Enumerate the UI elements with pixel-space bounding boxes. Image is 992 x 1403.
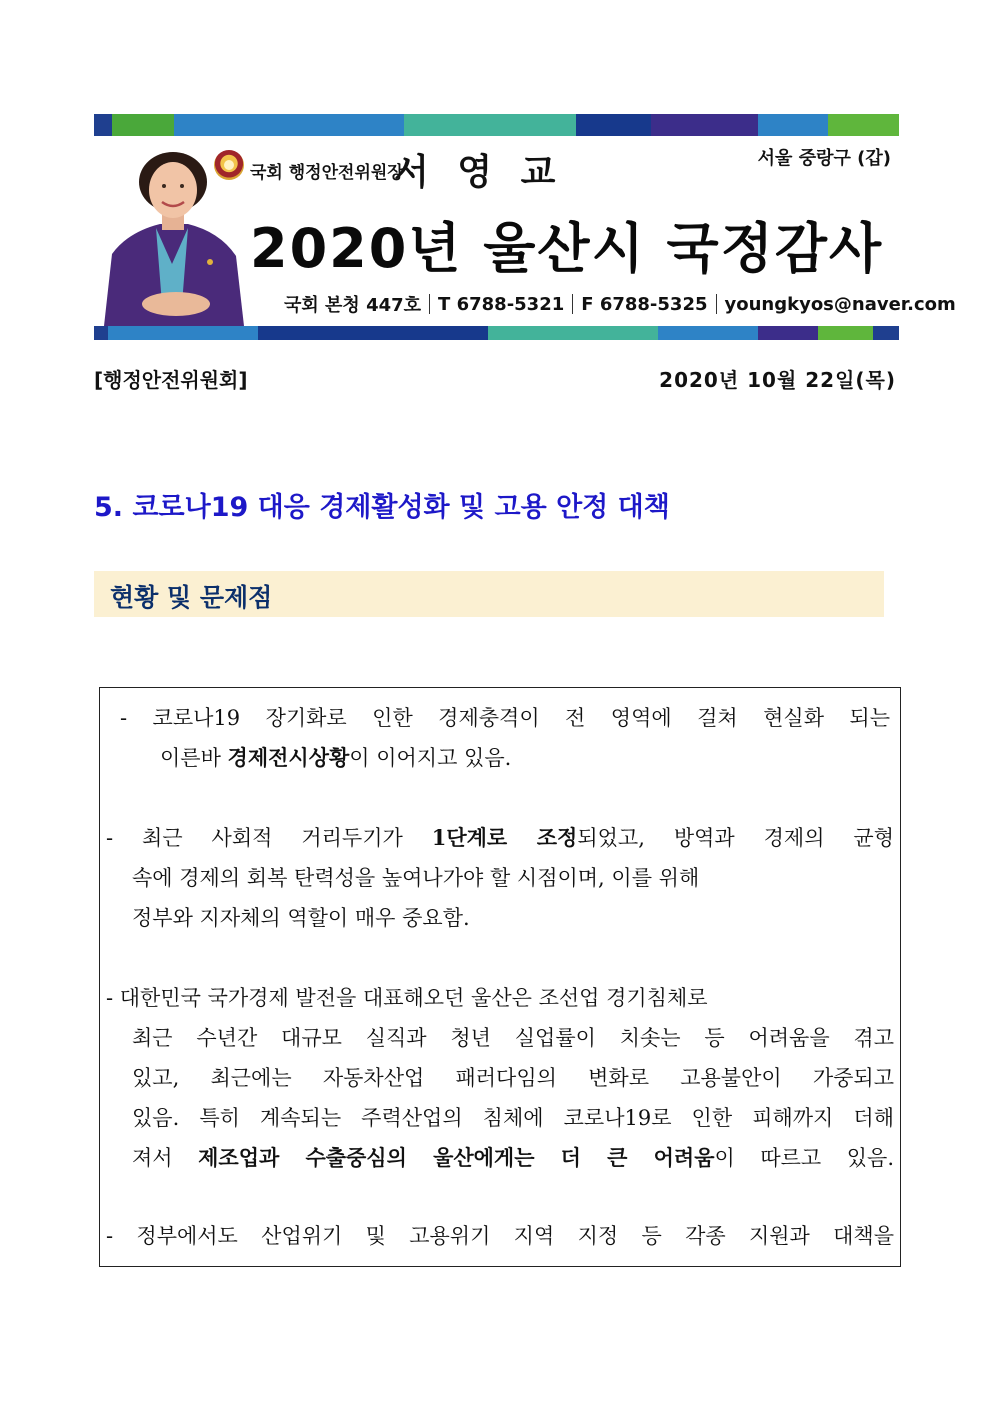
document-date: 2020년 10월 22일(목)	[659, 368, 896, 392]
paragraph-line: 정부와 지자체의 역할이 매우 중요함.	[132, 906, 470, 930]
paragraph-line: 최근 수년간 대규모 실직과 청년 실업률이 치솟는 등 어려움을 겪고	[132, 1026, 894, 1050]
header-banner	[94, 114, 956, 340]
paragraph-line: - 대한민국 국가경제 발전을 대표해오던 울산은 조선업 경기침체로	[106, 986, 708, 1010]
org-title: 국회 행정안전위원장	[250, 163, 404, 183]
contact-info	[284, 291, 956, 317]
office-address: 국회 본청 447호	[284, 295, 422, 316]
paragraph-2	[106, 818, 894, 938]
banner-bottom-stripe	[94, 326, 899, 340]
content-box	[99, 687, 901, 1267]
paragraph-line: 져서 제조업과 수출중심의 울산에게는 더 큰 어려움이 따르고 있음.	[132, 1145, 894, 1170]
paragraph-4	[106, 1216, 894, 1256]
fax: F 6788-5325	[581, 293, 708, 315]
paragraph-line: 이른바 경제전시상황이 이어지고 있음.	[160, 745, 512, 770]
banner-top-stripe	[94, 114, 899, 136]
paragraph-line: - 코로나19 장기화로 인한 경제충격이 전 영역에 걸쳐 현실화 되는	[120, 706, 890, 730]
contact-divider	[572, 294, 573, 314]
emphasis-text: 1단계로 조정	[431, 825, 578, 850]
member-name: 서 영 교	[394, 151, 564, 193]
contact-divider	[716, 294, 717, 314]
national-assembly-seal-icon	[214, 150, 244, 180]
paragraph-line: - 최근 사회적 거리두기가 1단계로 조정되었고, 방역과 경제의 균형	[106, 825, 894, 850]
emphasis-text: 경제전시상황	[227, 745, 350, 770]
paragraph-line: 속에 경제의 회복 탄력성을 높여나가야 할 시점이며, 이를 위해	[132, 866, 700, 890]
section-title: 5. 코로나19 대응 경제활성화 및 고용 안정 대책	[94, 492, 670, 523]
paragraph-line: - 정부에서도 산업위기 및 고용위기 지역 지정 등 각종 지원과 대책을	[106, 1224, 894, 1248]
paragraph-1	[120, 698, 890, 778]
contact-divider	[429, 294, 430, 314]
emphasis-text: 제조업과 수출중심의 울산에게는 더 큰 어려움	[198, 1145, 715, 1170]
telephone: T 6788-5321	[438, 293, 565, 315]
district-label: 서울 중랑구 (갑)	[757, 148, 891, 169]
committee-label: [행정안전위원회]	[94, 368, 248, 392]
email-address: youngkyos@naver.com	[724, 293, 956, 315]
paragraph-line: 있고, 최근에는 자동차산업 패러다임의 변화로 고용불안이 가중되고	[132, 1066, 894, 1090]
subheading-bar	[94, 571, 884, 617]
main-title: 2020년 울산시 국정감사	[250, 217, 884, 280]
subheading: 현황 및 문제점	[110, 583, 273, 612]
paragraph-line: 있음. 특히 계속되는 주력산업의 침체에 코로나19로 인한 피해까지 더해	[132, 1106, 894, 1130]
paragraph-3	[106, 978, 894, 1178]
